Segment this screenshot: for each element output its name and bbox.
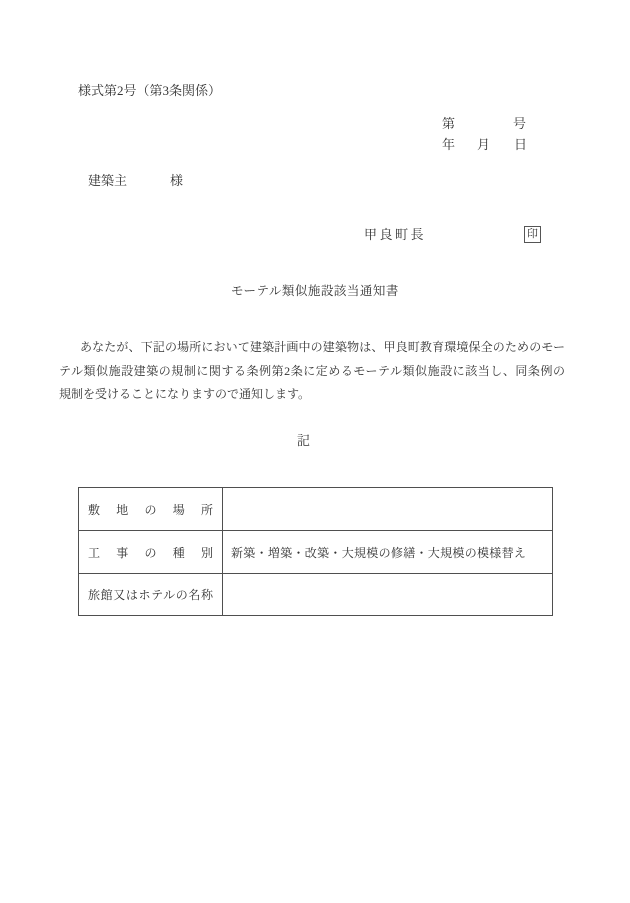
mayor-name: 甲良町長: [364, 227, 427, 242]
record-mark: 記: [297, 433, 311, 448]
notice-title: モーテル類似施設該当通知書: [231, 284, 399, 298]
seal-stamp: 印: [524, 226, 541, 243]
body-line: 規制を受けることになりますので通知します。: [59, 387, 311, 401]
construction-type-value: 新築・増築・改築・大規模の修繕・大規模の模様替え: [223, 531, 553, 574]
form-number: 様式第2号（第3条関係）: [78, 83, 222, 98]
hotel-name-value: [223, 574, 553, 616]
site-location-value: [223, 488, 553, 531]
table-row: [79, 488, 553, 531]
date-month-label: 月: [477, 137, 491, 152]
date-year-label: 年: [442, 137, 456, 152]
body-line: テル類似施設建築の規制に関する条例第2条に定めるモーテル類似施設に該当し、同条例の: [59, 363, 565, 378]
date-day-label: 日: [514, 137, 528, 152]
body-line: あなたが、下記の場所において建築計画中の建築物は、甲良町教育環境保全のためのモー: [80, 340, 565, 354]
hotel-name-label: 旅館又はホテルの名称: [79, 574, 223, 616]
addressee-label: 建築主: [88, 173, 128, 188]
table-row: [79, 574, 553, 616]
construction-type-label: 工事の種別: [79, 531, 223, 574]
info-table: [78, 487, 553, 616]
site-location-label: 敷地の場所: [79, 488, 223, 531]
body-paragraph: [59, 336, 565, 407]
doc-number-prefix: 第: [442, 116, 456, 131]
addressee-honorific: 様: [170, 173, 184, 188]
doc-number-suffix: 号: [513, 116, 527, 131]
table-row: [79, 531, 553, 574]
